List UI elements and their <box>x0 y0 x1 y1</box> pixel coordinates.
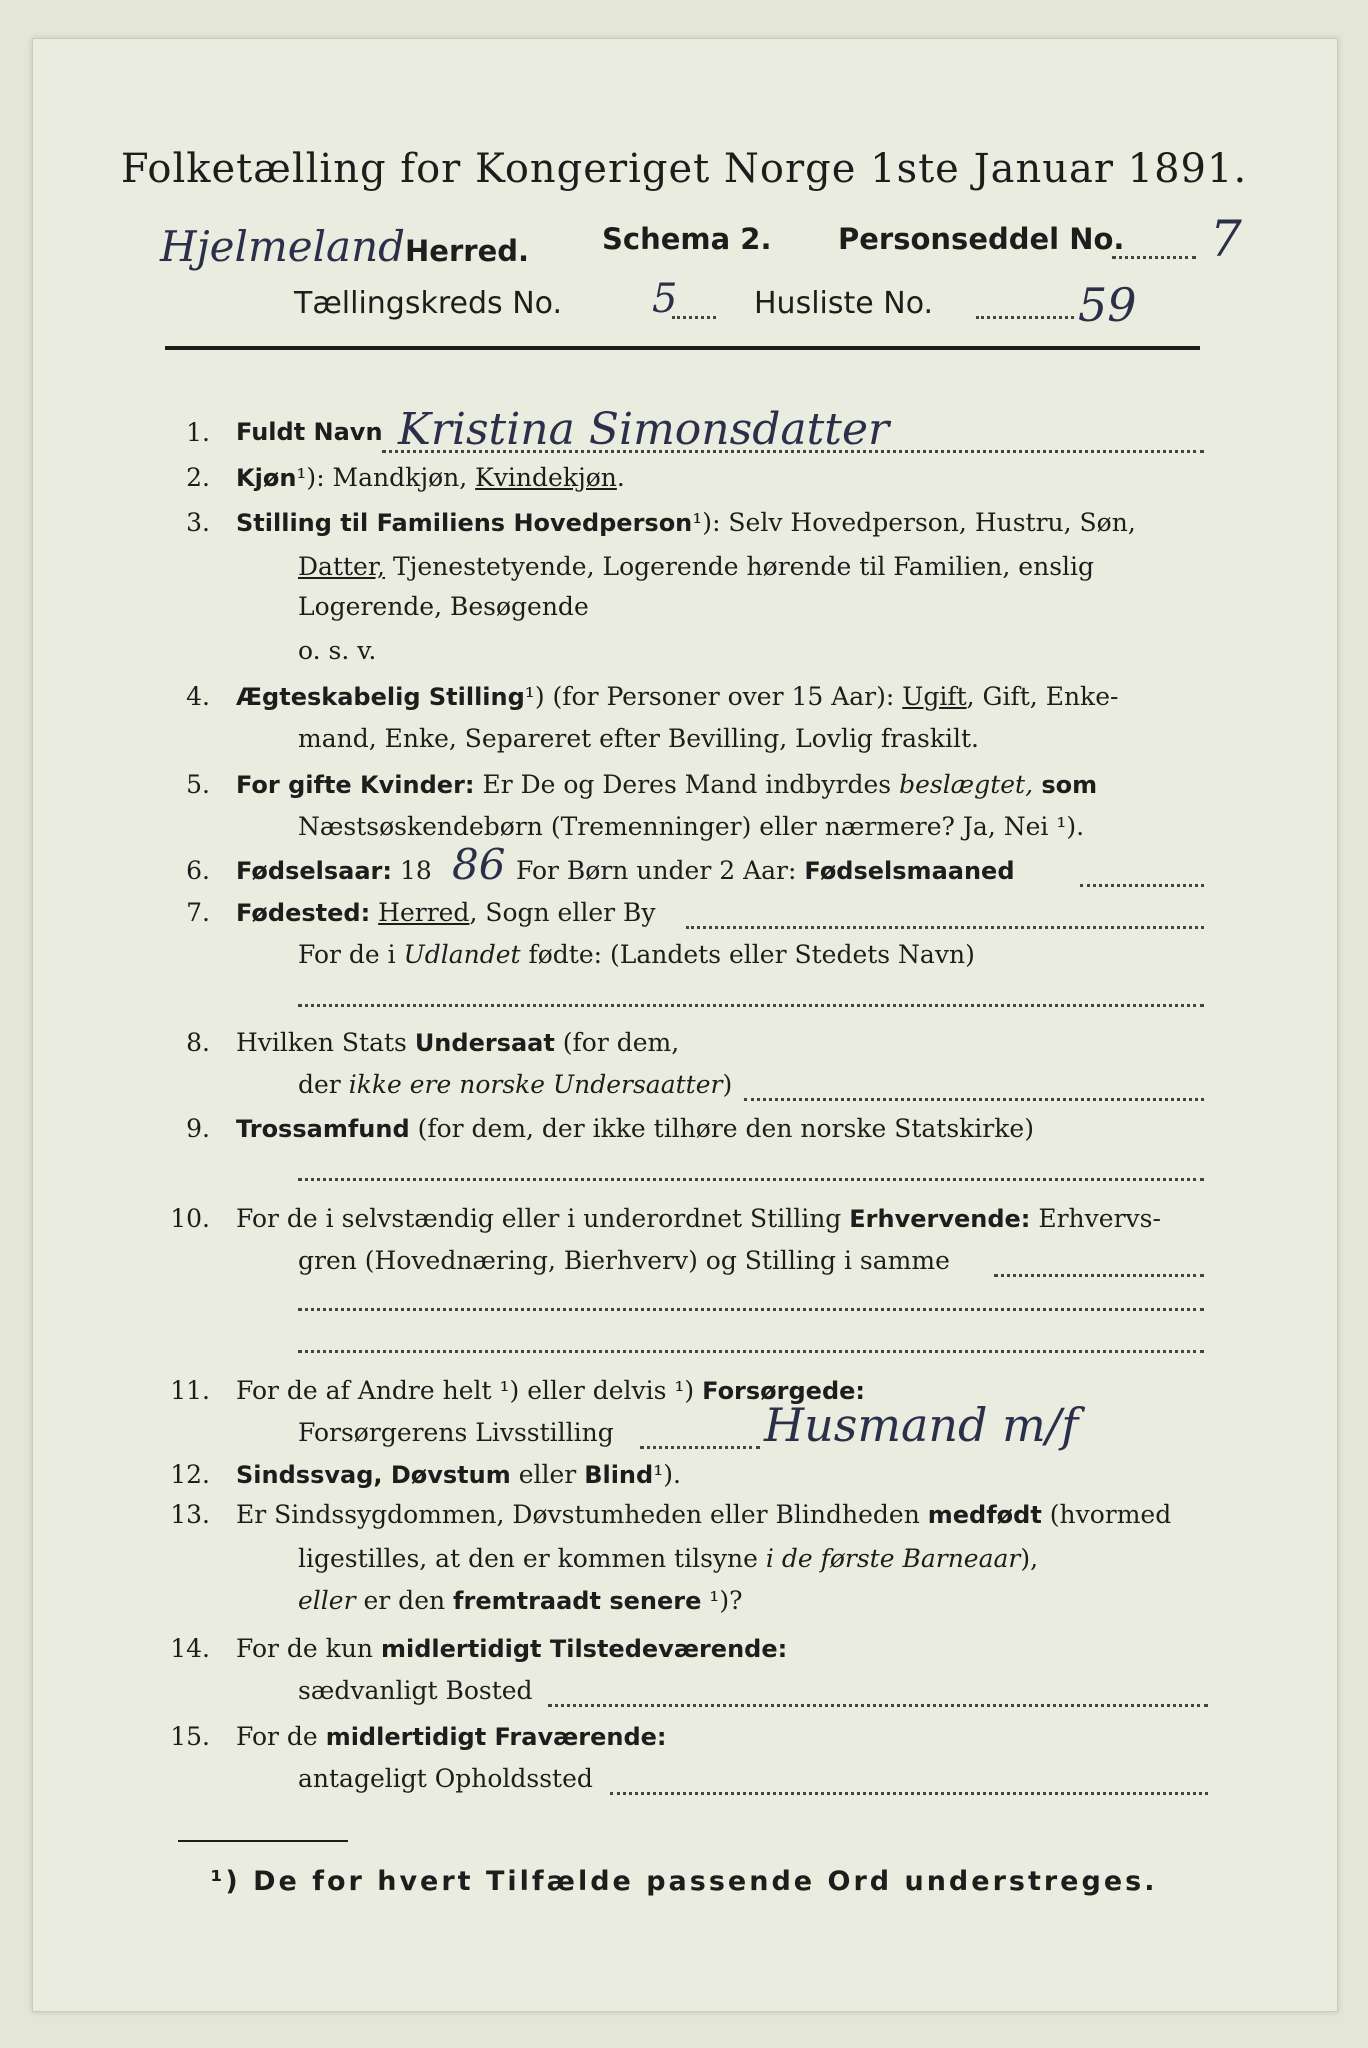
field-5-label: For gifte Kvinder: <box>236 771 475 799</box>
field-11-text1a: For de af Andre helt ¹) eller delvis ¹) <box>236 1376 703 1405</box>
field-5-text1b: som <box>1033 771 1098 799</box>
field-12-label: Sindssvag, Døvstum <box>236 1461 511 1489</box>
field-4-number: 4. <box>186 682 210 711</box>
field-13-text3a: eller <box>298 1586 356 1615</box>
personseddel-label: Personseddel No. <box>838 222 1125 256</box>
field-13-label2: fremtraadt senere <box>453 1587 702 1615</box>
field-10-blank-dots-2 <box>298 1350 1204 1353</box>
field-3-text4: o. s. v. <box>298 636 377 665</box>
field-3-number: 3. <box>186 508 210 537</box>
field-7-text1: , Sogn eller By <box>469 898 656 927</box>
field-11-label: Forsørgede: <box>702 1377 866 1405</box>
field-14-text2: sædvanligt Bosted <box>298 1676 533 1705</box>
field-1-dots <box>382 450 1204 453</box>
field-5-number: 5. <box>186 770 210 799</box>
field-15-dots <box>610 1792 1208 1795</box>
field-2-text: : Mandkjøn, <box>316 463 476 492</box>
field-5-text1: Er De og Deres Mand indbyrdes <box>474 770 900 799</box>
field-13-text3b: er den <box>355 1586 454 1615</box>
herred-value: Hjelmeland <box>160 222 406 271</box>
field-15-text2: antageligt Opholdssted <box>298 1764 593 1793</box>
field-7-dots <box>686 926 1204 929</box>
personseddel-dots <box>1112 256 1196 259</box>
husliste-value: 59 <box>1078 278 1137 332</box>
field-8-text1b: (for dem, <box>554 1028 680 1057</box>
field-4-sup: ¹) <box>524 682 545 711</box>
field-8-number: 8. <box>186 1028 210 1057</box>
field-3-text1: : Selv Hovedperson, Hustru, Søn, <box>712 508 1136 537</box>
field-15-label: midlertidigt Fraværende: <box>325 1723 667 1751</box>
field-7-blank-dots <box>298 1004 1204 1007</box>
field-9-number: 9. <box>186 1114 210 1143</box>
field-6-label: Fødselsaar: <box>236 857 392 885</box>
schema-label: Schema 2. <box>602 222 772 256</box>
field-12-label2: Blind <box>584 1461 654 1489</box>
field-13-italic: i de første Barneaar <box>765 1544 1021 1573</box>
field-6-number: 6. <box>186 856 210 885</box>
field-3-sup: ¹) <box>692 508 713 537</box>
provider-occupation-value: Husmand m/f <box>764 1398 1079 1452</box>
field-9-dots <box>298 1178 1204 1181</box>
field-14-number: 14. <box>170 1634 210 1663</box>
footnote: ¹) De for hvert Tilfælde passende Ord understreges. <box>210 1866 1158 1897</box>
form-title: Folketælling for Kongeriget Norge 1ste Januar 1891. <box>120 146 1248 192</box>
field-4-text1: (for Personer over 15 Aar): <box>544 682 903 711</box>
husliste-label: Husliste No. <box>754 286 934 321</box>
husliste-dots <box>976 316 1074 319</box>
field-4-label: Ægteskabelig Stilling <box>236 683 525 711</box>
field-8-text1a: Hvilken Stats <box>236 1028 415 1057</box>
field-14-text1a: For de kun <box>236 1634 381 1663</box>
field-3-selected: Datter, <box>298 552 385 581</box>
field-11-number: 11. <box>170 1376 210 1405</box>
field-10-text1a: For de i selvstændig eller i underordnet Stilling <box>236 1204 850 1233</box>
field-6-prefix: 18 <box>392 856 432 885</box>
field-5-italic: beslægtet, <box>899 770 1034 799</box>
field-2-label: Kjøn <box>236 464 297 492</box>
field-12-text: eller <box>510 1460 585 1489</box>
field-13-label: medfødt <box>927 1501 1042 1529</box>
field-15-text1a: For de <box>236 1722 326 1751</box>
field-8-text2a: der <box>298 1070 349 1099</box>
full-name-value: Kristina Simonsdatter <box>398 404 890 455</box>
herred-field <box>160 222 529 271</box>
field-12-number: 12. <box>170 1460 210 1489</box>
field-6-text: For Børn under 2 Aar: <box>516 856 805 885</box>
field-10-text1b: Erhvervs- <box>1030 1204 1161 1233</box>
field-14-dots <box>548 1704 1208 1707</box>
field-2-selected: Kvindekjøn <box>475 463 617 492</box>
field-14-label: midlertidigt Tilstedeværende: <box>380 1635 788 1663</box>
field-8-label: Undersaat <box>414 1029 555 1057</box>
field-7-text2b: fødte: (Landets eller Stedets Navn) <box>520 940 975 969</box>
field-7-label: Fødested: <box>236 899 371 927</box>
birth-year-value: 86 <box>452 840 506 889</box>
field-10-number: 10. <box>170 1204 210 1233</box>
field-1-label: Fuldt Navn <box>236 418 383 446</box>
field-13-text1b: (hvormed <box>1041 1500 1172 1529</box>
field-13-text3c: ¹)? <box>701 1586 743 1615</box>
herred-label: Herred. <box>405 234 530 268</box>
field-4-text2: mand, Enke, Separeret efter Bevilling, Lovlig fraskilt. <box>298 724 979 753</box>
header-rule <box>165 346 1200 350</box>
field-5-text2: Næstsøskendebørn (Tremenninger) eller nærmere? Ja, Nei ¹). <box>298 812 1085 841</box>
field-4-text1b: , Gift, Enke- <box>966 682 1119 711</box>
field-10-dots <box>994 1274 1204 1277</box>
field-6-dots <box>1080 884 1204 887</box>
field-13-text1a: Er Sindssygdommen, Døvstumheden eller Blindheden <box>236 1500 928 1529</box>
field-13-text2a: ligestilles, at den er kommen tilsyne <box>298 1544 766 1573</box>
field-3-label: Stilling til Familiens Hovedperson <box>236 509 693 537</box>
field-15-number: 15. <box>170 1722 210 1751</box>
field-10-text2: gren (Hovednæring, Bierhverv) og Stilling i samme <box>298 1246 950 1275</box>
field-2-end: . <box>616 463 625 492</box>
field-3-text2: Tjenestetyende, Logerende hørende til Familien, enslig <box>385 552 1095 581</box>
field-6-label2: Fødselsmaaned <box>804 857 1015 885</box>
field-12-sup: ¹). <box>653 1460 681 1489</box>
field-11-dots <box>640 1446 760 1449</box>
field-7-text2a: For de i <box>298 940 404 969</box>
taellingskreds-value: 5 <box>652 276 678 322</box>
field-7-number: 7. <box>186 898 210 927</box>
census-form-sheet <box>32 38 1338 2012</box>
field-10-blank-dots-1 <box>298 1308 1204 1311</box>
taellingskreds-dots <box>672 316 716 319</box>
field-13-number: 13. <box>170 1500 210 1529</box>
field-9-label: Trossamfund <box>236 1115 410 1143</box>
field-13-text2b: ), <box>1020 1544 1039 1573</box>
field-2-sup: ¹) <box>296 463 317 492</box>
field-2-number: 2. <box>186 463 210 492</box>
field-11-text2: Forsørgerens Livsstilling <box>298 1418 614 1447</box>
field-3-text3: Logerende, Besøgende <box>298 592 589 621</box>
field-7-selected: Herred <box>378 898 470 927</box>
personseddel-value: 7 <box>1210 210 1242 268</box>
taellingskreds-label: Tællingskreds No. <box>294 286 562 321</box>
field-8-italic: ikke ere norske Undersaatter <box>348 1070 723 1099</box>
field-7-italic: Udlandet <box>403 940 521 969</box>
footnote-rule <box>178 1840 348 1842</box>
field-8-dots <box>744 1098 1204 1101</box>
field-4-selected: Ugift <box>902 682 967 711</box>
field-9-text: (for dem, der ikke tilhøre den norske Statskirke) <box>409 1114 1034 1143</box>
field-8-text2b: ) <box>722 1070 733 1099</box>
field-1-number: 1. <box>186 418 210 447</box>
field-10-label: Erhvervende: <box>849 1205 1031 1233</box>
